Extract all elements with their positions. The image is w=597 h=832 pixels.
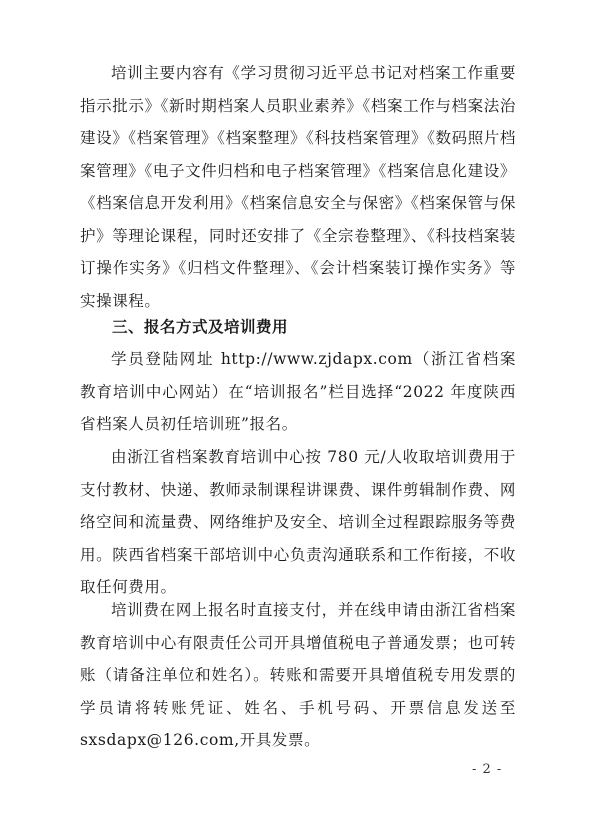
section-heading-registration: 三、报名方式及培训费用 — [112, 318, 289, 336]
page-number: - 2 - — [472, 762, 503, 777]
paragraph-training-content: 培训主要内容有《学习贯彻习近平总书记对档案工作重要指示批示》《新时期档案人员职业素养》《档案工作与档案法治建设》《档案管理》《档案整理》《科技档案管理》《数码照片档案管理》《电子文件归档和电子档案管理》《档案信息化建设》《档案信息开发利用》《档案信息安全与保密》《档案保管与保护》等理论课程，同时还安排了《全宗卷整理》、《科技档案装订操作实务》《归档文件整理》、《会计档案装订操作实务》等实操课程。 — [80, 64, 516, 310]
paragraph-training-fee: 由浙江省档案教育培训中心按 780 元/人收取培训费用于支付教材、快递、教师录制课程讲课费、课件剪辑制作费、网络空间和流量费、网络维护及安全、培训全过程跟踪服务等费用。陕西省档案干部培训中心负责沟通联系和工作衔接，不收取任何费用。 — [80, 448, 516, 596]
paragraph-payment-invoice: 培训费在网上报名时直接支付，并在线申请由浙江省档案教育培训中心有限责任公司开具增值税电子普通发票；也可转账（请备注单位和姓名）。转账和需要开具增值税专用发票的学员请将转账凭证、姓名、手机号码、开票信息发送至 sxsdapx@126.com,开具发票。 — [80, 601, 516, 749]
paragraph-registration-method: 学员登陆网址 http://www.zjdapx.com（浙江省档案教育培训中心网站）在“培训报名”栏目选择“2022 年度陕西省档案人员初任培训班”报名。 — [80, 350, 516, 433]
